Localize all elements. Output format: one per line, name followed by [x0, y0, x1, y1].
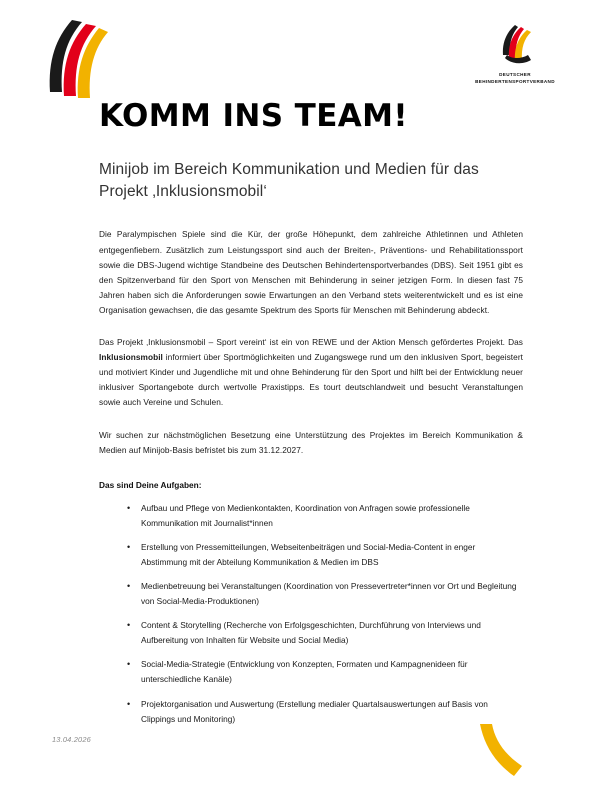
logo-line-1: DEUTSCHER [499, 72, 531, 77]
decorative-swoosh-bottom-right [474, 722, 534, 780]
list-item: • Medienbetreuung bei Veranstaltungen (Koordination von Pressevertreter*innen vor Ort und Begleitung von Social-Media-Produktionen) [127, 579, 523, 609]
list-item: • Social-Media-Strategie (Entwicklung von Konzepten, Formaten und Kampagnenideen für unterschiedliche Kanäle) [127, 657, 523, 687]
document-content [99, 100, 523, 736]
page-title: KOMM INS TEAM! [99, 98, 408, 134]
job-subtitle: Minijob im Bereich Kommunikation und Medien für das Projekt ‚Inklusionsmobil‘ [99, 160, 479, 201]
dbs-logo-icon [485, 22, 545, 68]
tasks-heading: Das sind Deine Aufgaben: [99, 479, 202, 490]
paragraph-project: Das Projekt ‚Inklusionsmobil – Sport vereint‘ ist ein von REWE und der Aktion Mensch gefördertes Projekt. Das Inklusionsmobil informiert über Sportmöglichkeiten und Zugangswege rund um den inklusiven Sport, begeistert und motiviert Kinder und Jugendliche mit und ohne Behinderung für den Sport und hilft bei der Entwicklung neuer inklusiver Sportangebote durch wertvolle Praxistipps. Es tourt deutschlandweit und besucht Veranstaltungen sowie auch Vereine und Schulen. [99, 337, 523, 408]
paragraph-intro: Die Paralympischen Spiele sind die Kür, der große Höhepunkt, dem zahlreiche Athletinnen und Athleten entgegenfiebern. Zusätzlich zum Leistungssport sind auch der Breiten-, Präventions- und Rehabilitationssport sowie die DBS-Jugend wichtige Standbeine des Deutschen Behindertensportverbandes (DBS). Seit 1951 gibt es den Spitzenverband für den Sport von Menschen mit Behinderung in seiner jetzigen Form. In diesen fast 75 Jahren haben sich die Anforderungen sowie Erwartungen an den Verband stets weiterentwickelt und es ist eine Organisation gewachsen, die das gesamte Spektrum des Sports für Menschen mit Behinderung abdeckt. [99, 229, 523, 315]
list-item: • Erstellung von Pressemitteilungen, Webseitenbeiträgen und Social-Media-Content in enger Abstimmung mit der Abteilung Kommunikation & Medien im DBS [127, 540, 523, 570]
organization-logo [456, 22, 574, 86]
footer-date: 13.04.2026 [52, 735, 91, 744]
logo-wordmark [456, 72, 574, 86]
list-item: • Projektorganisation und Auswertung (Erstellung medialer Quartalsauswertungen auf Basis von Clippings und Monitoring) [127, 697, 523, 727]
tasks-list [99, 501, 523, 727]
logo-line-2: BEHINDERTENSPORTVERBAND [475, 78, 555, 84]
decorative-swoosh-top-left [38, 18, 108, 98]
list-item: • Content & Storytelling (Recherche von Erfolgsgeschichten, Durchführung von Interviews und Aufbereitung von Inhalten für Website und Social Media) [127, 618, 523, 648]
paragraph-vacancy: Wir suchen zur nächstmöglichen Besetzung eine Unterstützung des Projektes im Bereich Kommunikation & Medien auf Minijob-Basis befristet bis zum 31.12.2027. [99, 429, 523, 455]
list-item: • Aufbau und Pflege von Medienkontakten, Koordination von Anfragen sowie professionelle Kommunikation mit Journalist*innen [127, 501, 523, 531]
